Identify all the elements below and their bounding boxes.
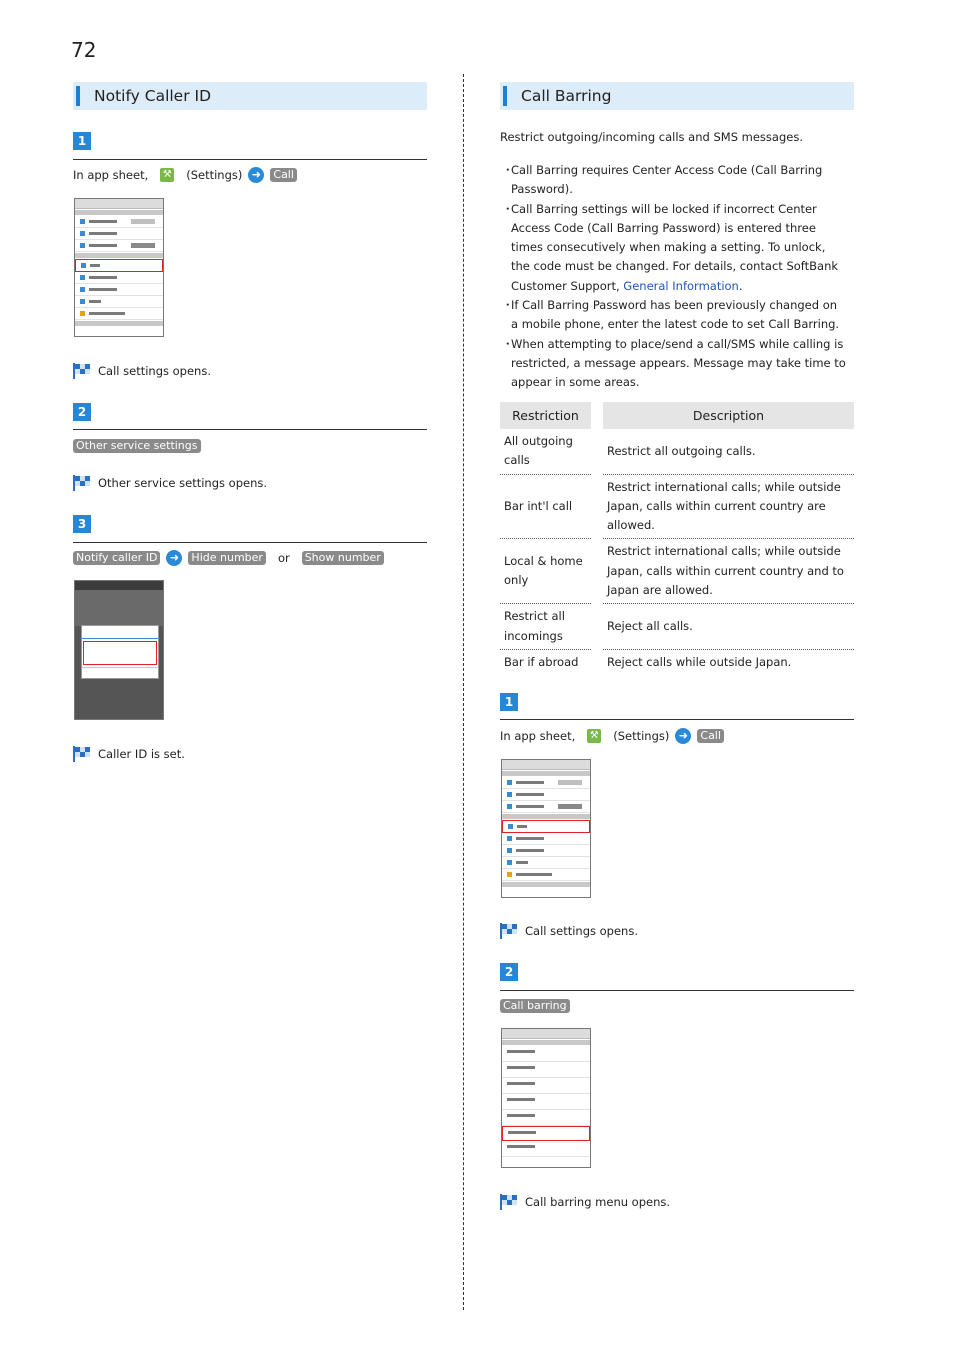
column-divider (463, 74, 464, 1310)
step-result (73, 474, 267, 491)
description-cell: Reject calls while outside Japan. (607, 654, 792, 669)
settings-screenshot (74, 198, 164, 337)
step-number: 2 (500, 963, 518, 981)
step-rule (73, 542, 427, 543)
intro-text: Restrict outgoing/incoming calls and SMS messages. (500, 130, 803, 144)
result-text: Call settings opens. (98, 363, 211, 378)
wrench-icon: ⚒ (160, 168, 174, 182)
table-row (500, 650, 854, 675)
step-instruction (73, 166, 297, 183)
call-settings-screenshot (501, 1028, 591, 1168)
step-result (73, 362, 211, 379)
result-text: Call barring menu opens. (525, 1194, 671, 1209)
notes-list (500, 161, 846, 393)
checkered-flag-icon (500, 1194, 517, 1210)
step-instruction (73, 437, 201, 454)
step-result (500, 922, 638, 939)
restriction-cell: All outgoing calls (500, 429, 591, 475)
step-rule (500, 719, 854, 720)
settings-label: (Settings) (186, 167, 243, 182)
step-number: 1 (73, 132, 91, 150)
note-item: ・ Call Barring requires Center Access Code (Call Barring Password). (502, 163, 823, 197)
section-title: Call Barring (521, 87, 612, 105)
note-item: ・ When attempting to place/send a call/SMS while calling is restricted, a message appears. Message may take time to appear in some areas. (502, 336, 846, 390)
arrow-right-circle-icon: ➜ (248, 167, 264, 183)
table-header-row (500, 402, 854, 429)
description-cell: Reject all calls. (603, 604, 854, 650)
step-number: 1 (500, 693, 518, 711)
description-cell: Restrict international calls; while outside Japan, calls within current country are allowed. (603, 475, 854, 540)
step-instruction (73, 549, 384, 566)
caller-id-dialog-screenshot (74, 580, 164, 720)
table-row (500, 475, 854, 540)
general-information-link[interactable]: General Information (623, 278, 739, 293)
arrow-right-circle-icon: ➜ (675, 728, 691, 744)
column-header: Description (603, 402, 854, 429)
step-result (73, 745, 185, 762)
page-number: 72 (71, 38, 97, 62)
table-row (500, 539, 854, 604)
checkered-flag-icon (73, 363, 90, 379)
step-result (500, 1193, 670, 1210)
description-cell: Restrict international calls; while outside Japan, calls within current country and to Japan are allowed. (603, 539, 854, 604)
call-barring-chip: Call barring (500, 999, 570, 1013)
section-title: Notify Caller ID (94, 87, 212, 105)
restriction-cell: Local & home only (500, 539, 591, 604)
section-header-notify-caller-id (73, 82, 427, 110)
other-service-settings-chip: Other service settings (73, 439, 201, 453)
restriction-cell: Restrict all incomings (500, 604, 591, 650)
result-text: Call settings opens. (525, 923, 638, 938)
call-chip: Call (697, 729, 724, 743)
section-accent-bar (503, 86, 507, 106)
checkered-flag-icon (73, 746, 90, 762)
restriction-cell: Bar int'l call (500, 475, 591, 540)
settings-label: (Settings) (613, 728, 670, 743)
section-header-call-barring (500, 82, 854, 110)
step-number: 3 (73, 515, 91, 533)
step-rule (73, 159, 427, 160)
hide-number-chip: Hide number (188, 551, 266, 565)
column-header: Restriction (500, 402, 591, 429)
wrench-icon: ⚒ (587, 729, 601, 743)
show-number-chip: Show number (302, 551, 384, 565)
instruction-text: In app sheet, (73, 167, 149, 182)
checkered-flag-icon (500, 923, 517, 939)
step-rule (500, 990, 854, 991)
arrow-right-circle-icon: ➜ (166, 550, 182, 566)
settings-screenshot (501, 759, 591, 898)
checkered-flag-icon (73, 475, 90, 491)
notify-caller-id-chip: Notify caller ID (73, 551, 160, 565)
result-text: Caller ID is set. (98, 746, 185, 761)
note-item: ・ Call Barring settings will be locked if incorrect Center Access Code (Call Barring Password) is entered three times consecutively when making a setting. To unlock, the code must be changed. For details, contact SoftBank Customer Support, General Information. (502, 201, 839, 293)
result-text: Other service settings opens. (98, 475, 268, 490)
section-accent-bar (76, 86, 80, 106)
step-instruction (500, 997, 570, 1014)
step-rule (73, 429, 427, 430)
call-chip: Call (270, 168, 297, 182)
or-text: or (277, 550, 290, 565)
restriction-cell: Bar if abroad (504, 654, 579, 669)
table-row (500, 604, 854, 650)
note-item: ・ If Call Barring Password has been previously changed on a mobile phone, enter the latest code to set Call Barring. (502, 298, 840, 332)
step-instruction (500, 727, 724, 744)
table-row (500, 429, 854, 475)
step-number: 2 (73, 403, 91, 421)
restriction-table (500, 402, 854, 675)
description-cell: Restrict all outgoing calls. (603, 429, 854, 475)
instruction-text: In app sheet, (500, 728, 576, 743)
